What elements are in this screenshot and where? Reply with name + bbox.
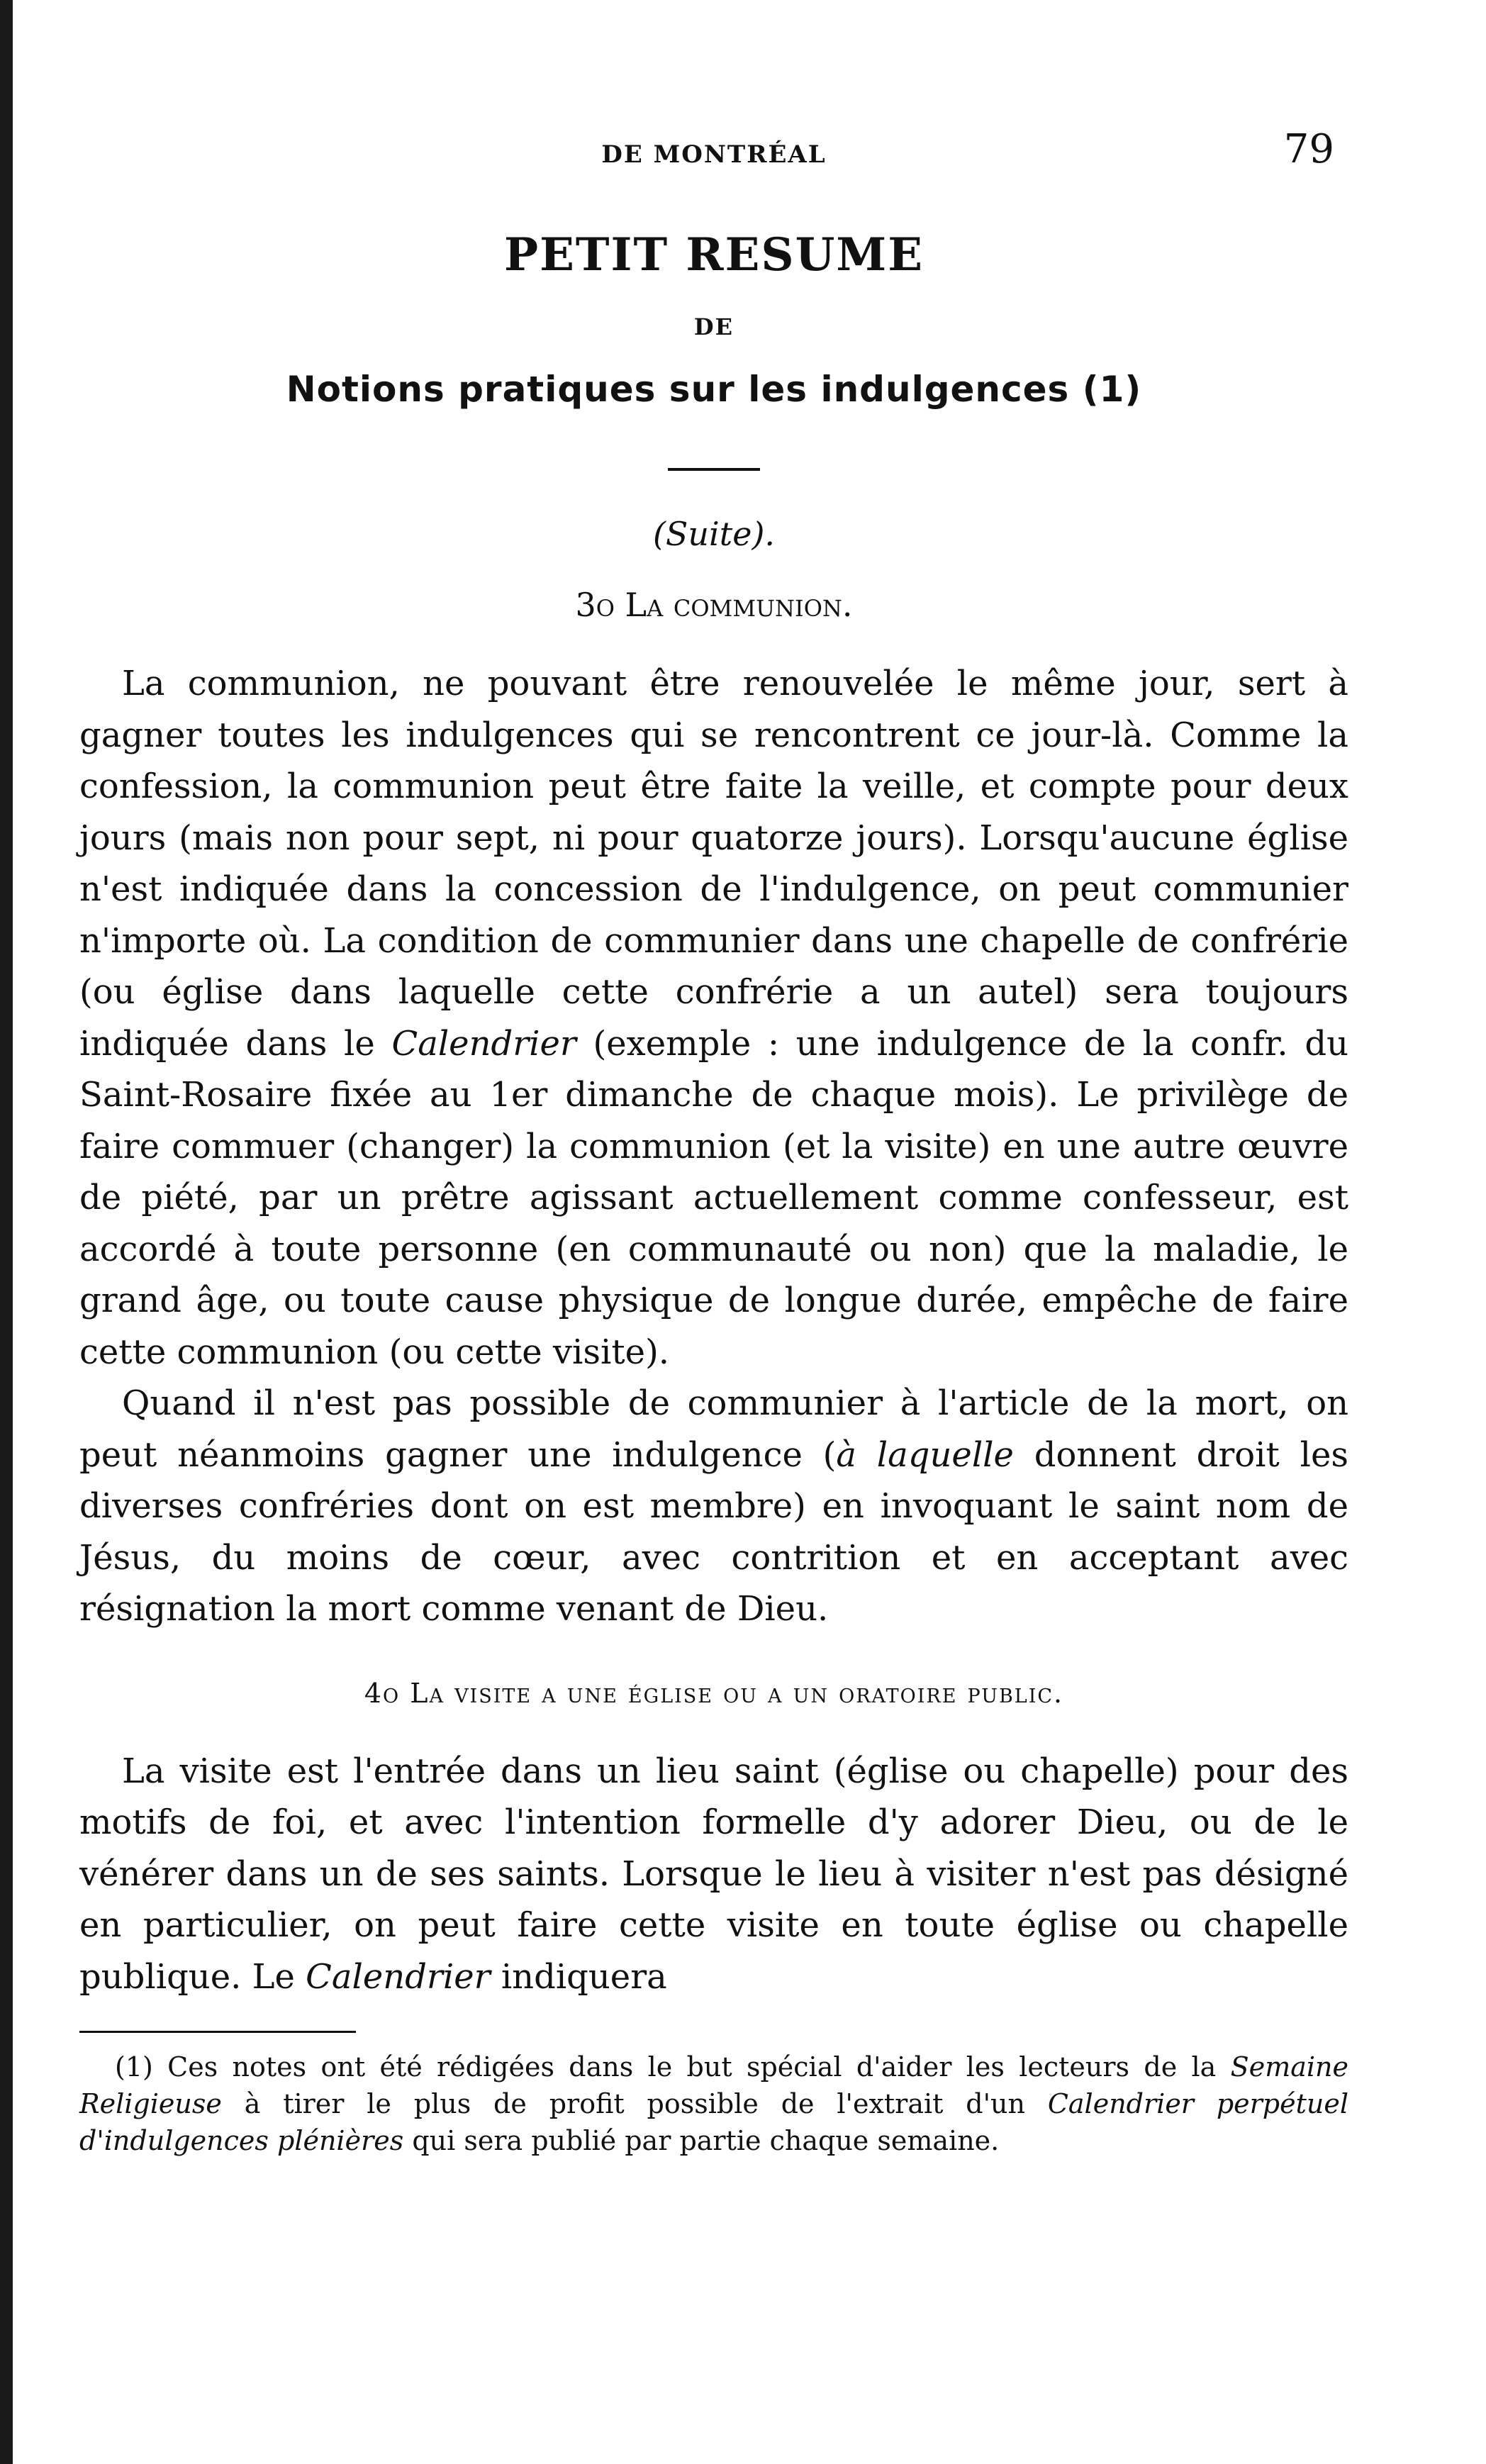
footnote-marker: (1) <box>115 2051 153 2083</box>
page-number: 79 <box>1283 126 1334 172</box>
text-run: Ces notes ont été rédigées dans le but spécial d'aider les lecteurs de la <box>152 2051 1231 2083</box>
scan-edge-bar <box>0 0 13 2464</box>
text-run: Quand il n'est pas possible de communier à l'article de la mort, on peut néanmoins gagner une indulgence ( <box>79 1383 1348 1475</box>
text-run: indiquera <box>490 1956 667 1997</box>
text-run: donnent droit les diverses confréries dont on est membre) en invoquant le saint nom de Jésus, du moins de cœur, avec contrition et en acceptant avec résignation la mort comme venant de Dieu. <box>79 1434 1349 1629</box>
text-run: qui sera publié par partie chaque semaine. <box>403 2125 1000 2156</box>
title-rule <box>668 468 760 471</box>
italic-run: Calendrier <box>306 1956 491 1997</box>
footnote-rule <box>79 2031 356 2033</box>
running-head <box>79 0 1348 184</box>
title-de: DE <box>693 313 734 340</box>
section-heading-visite: 4o La visite a une église ou a un oratoire public. <box>364 1677 1064 1709</box>
book-page <box>79 0 1348 2186</box>
subtitle: Notions pratiques sur les indulgences (1) <box>286 369 1142 410</box>
italic-run: Calendrier perpétuel d'indulgences plénières <box>79 2088 1348 2156</box>
paragraph-communion-2 <box>79 1378 1348 1635</box>
suite-label: (Suite). <box>652 515 776 553</box>
italic-run: à laquelle <box>836 1434 1014 1475</box>
section-heading-communion: 3o La communion. <box>575 586 853 624</box>
italic-run: Calendrier <box>391 1023 576 1064</box>
text-run: à tirer le plus de profit possible de l'extrait d'un <box>221 2088 1048 2119</box>
paragraph-visite-1 <box>79 1746 1348 2003</box>
text-run: La communion, ne pouvant être renouvelée le même jour, sert à gagner toutes les indulgences qui se rencontrent ce jour-là. Comme la confession, la communion peut être faite la veille, et compte pour deux jours (mais non pour sept, ni pour quatorze jours). Lorsqu'aucune église n'est indiquée dans la concession de l'indulgence, on peut communier n'importe où. La condition de communier dans une chapelle de confrérie (ou église dans laquelle cette confrérie a un autel) sera toujours indiquée dans le <box>79 664 1348 1064</box>
italic-run: Semaine Religieuse <box>79 2051 1348 2119</box>
paragraph-communion-1 <box>79 658 1348 1378</box>
running-title: DE MONTRÉAL <box>601 140 827 169</box>
text-run: (exemple : une indulgence de la confr. du Saint-Rosaire fixée au 1er dimanche de chaque mois). Le privilège de faire commuer (changer) la communion (et la visite) en une autre œuvre de piété, par un prêtre agissant actuellement comme confesseur, est accordé à toute personne (en communauté ou non) que la maladie, le grand âge, ou toute cause physique de longue durée, empêche de faire cette communion (ou cette visite). <box>79 1023 1348 1372</box>
main-title: PETIT RESUME <box>504 228 924 281</box>
text-run: La visite est l'entrée dans un lieu saint (église ou chapelle) pour des motifs de foi, et avec l'intention formelle d'y adorer Dieu, ou de le vénérer dans un de ses saints. Lorsque le lieu à visiter n'est pas désigné en particulier, on peut faire cette visite en toute église ou chapelle publique. Le <box>79 1751 1348 1997</box>
footnote <box>79 2048 1348 2159</box>
